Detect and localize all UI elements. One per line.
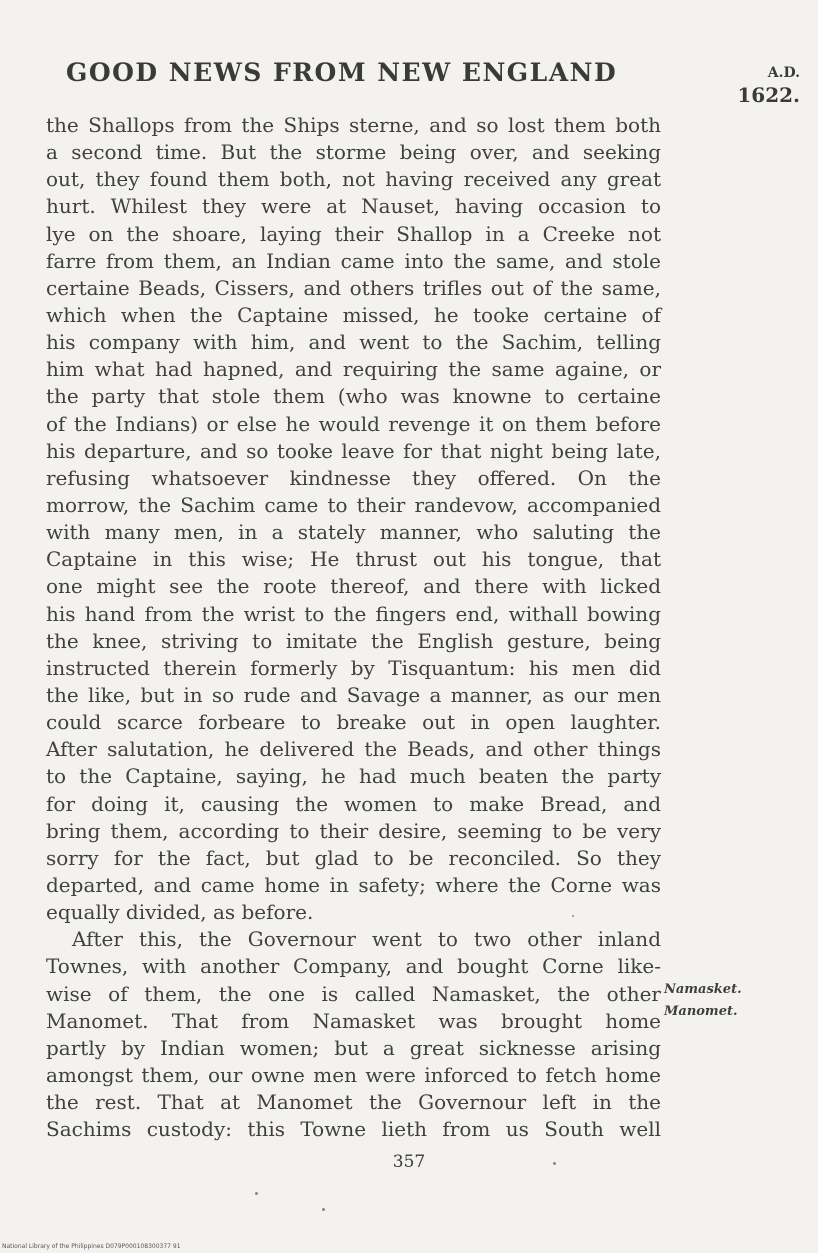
text-line: hurt. Whilest they were at Nauset, having occasion to [46,194,661,219]
text-line: departed, and came home in safety; where the Corne was [46,872,661,897]
era-label: A.D. [767,65,800,81]
text-line: wise of them, the one is called Namasket, the other [46,981,661,1006]
library-stamp: National Library of the Philippines D079P000108300377 91 [2,1243,181,1250]
text-line: Manomet. That from Namasket was brought home [46,1008,661,1033]
text-line: the knee, striving to imitate the English gesture, being [46,628,661,653]
running-head-title: GOOD NEWS FROM NEW ENGLAND [66,58,618,87]
print-speck [553,1162,556,1165]
print-speck [322,1208,325,1211]
print-speck [255,1192,258,1195]
text-line: for doing it, causing the women to make Bread, and [46,791,661,816]
text-line: his departure, and so tooke leave for that night being late, [46,438,661,463]
text-line: out, they found them both, not having received any great [46,167,661,192]
text-line: the party that stole them (who was knowne to certaine [46,384,661,409]
text-line: sorry for the fact, but glad to be reconciled. So they [46,845,661,870]
margin-note-namasket: Namasket. [664,982,742,997]
text-line: the rest. That at Manomet the Governour left in the [46,1090,661,1115]
text-line: instructed therein formerly by Tisquantum: his men did [46,655,661,680]
text-line: lye on the shoare, laying their Shallop in a Creeke not [46,221,661,246]
text-line: certaine Beads, Cissers, and others trifles out of the same, [46,275,661,300]
text-line: could scarce forbeare to breake out in open laughter. [46,710,661,735]
text-line: of the Indians) or else he would revenge it on them before [46,411,661,436]
text-line: amongst them, our owne men were inforced to fetch home [46,1062,661,1087]
body-text [46,112,661,1143]
text-line: bring them, according to their desire, seeming to be very [46,818,661,843]
text-line: which when the Captaine missed, he tooke certaine of [46,302,661,327]
text-line: the like, but in so rude and Savage a manner, as our men [46,682,661,707]
text-line: farre from them, an Indian came into the same, and stole [46,248,661,273]
text-line: After salutation, he delivered the Beads, and other things [46,737,661,762]
text-line: equally divided, as before. [46,900,314,925]
text-line: one might see the roote thereof, and there with licked [46,574,661,599]
text-line: refusing whatsoever kindnesse they offered. On the [46,465,661,490]
year-label: 1622. [737,83,800,107]
text-line: Sachims custody: this Towne lieth from us South well [46,1117,661,1142]
text-line: his hand from the wrist to the fingers end, withall bowing [46,601,661,626]
text-line: Captaine in this wise; He thrust out his tongue, that [46,547,661,572]
text-line: him what had hapned, and requiring the same againe, or [46,357,661,382]
paragraph-first-line: After this, the Governour went to two other inland [72,927,661,952]
text-line: his company with him, and went to the Sachim, telling [46,330,661,355]
margin-note-manomet: Manomet. [664,1004,738,1019]
text-line: to the Captaine, saying, he had much beaten the party [46,764,661,789]
text-line: the Shallops from the Ships sterne, and so lost them both [46,113,661,137]
text-line: partly by Indian women; but a great sicknesse arising [46,1035,661,1060]
print-speck [572,915,574,917]
text-line: a second time. But the storme being over, and seeking [46,140,661,165]
text-line: Townes, with another Company, and bought Corne like- [46,954,661,979]
margin-year-tag [737,62,800,106]
text-line: morrow, the Sachim came to their randevow, accompanied [46,492,661,517]
page-number: 357 [392,1152,426,1172]
text-line: with many men, in a stately manner, who saluting the [46,520,661,545]
